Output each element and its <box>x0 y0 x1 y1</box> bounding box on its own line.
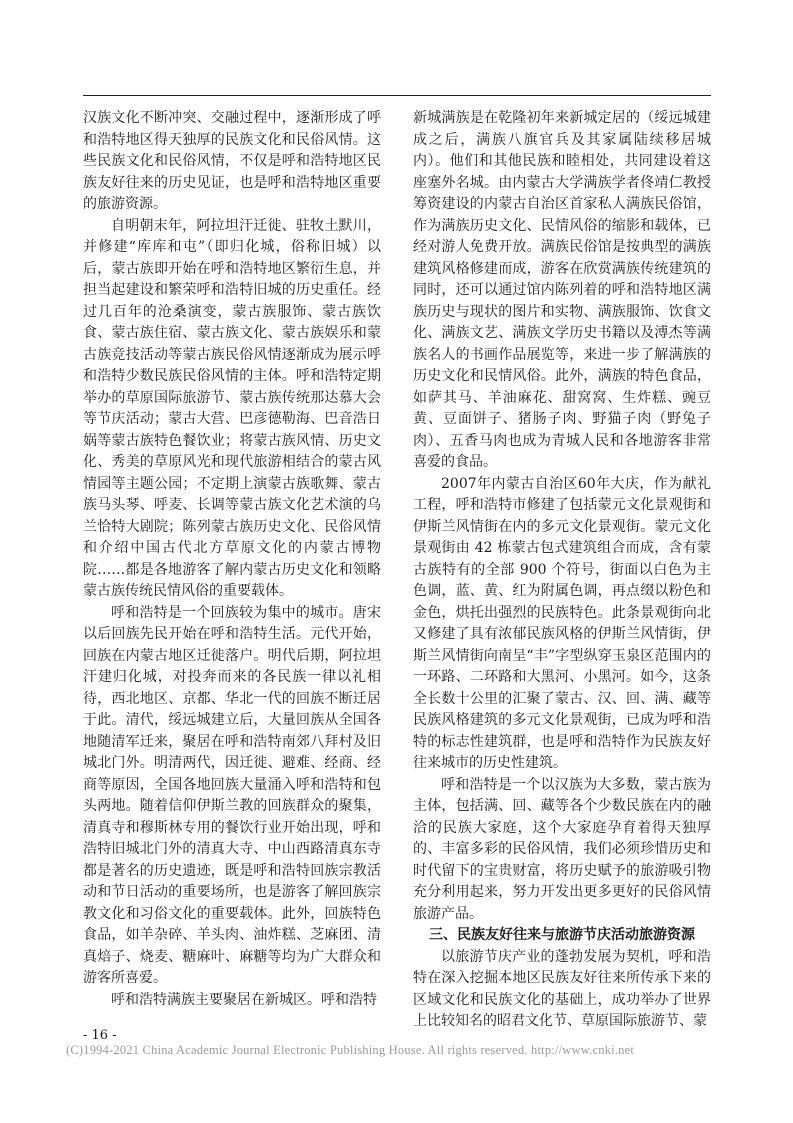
page-number: - 16 - <box>83 1028 117 1043</box>
paragraph: 2007年内蒙古自治区60年大庆，作为献礼工程，呼和浩特市修建了包括蒙元文化景观街和伊斯兰风情街在内的多元文化景观街。蒙元文化景观街由 42 栋蒙古包式建筑组合而成，含有蒙古族特有的全部 900 个符号，街面以白色为主色调，蓝、黄、红为附属色调，再点缀以粉色和金色，烘托出强烈的民族特色。此条景观街向北又修建了具有浓郁民族风格的伊斯兰风情街，伊斯兰风情街向南呈“丰”字型纵穿玉泉区范围内的一环路、二环路和大黑河、小黑河。如今，这条全长数十公里的汇聚了蒙古、汉、回、满、藏等民族风格建筑的多元文化景观街，已成为呼和浩特的标志性建筑群，也是呼和浩特作为民族友好往来城市的历史性建筑。 <box>413 475 711 771</box>
paragraph: 呼和浩特满族主要聚居在新城区。呼和浩特 <box>111 991 377 1008</box>
left-column <box>83 108 381 1011</box>
paragraph: 汉族文化不断冲突、交融过程中，逐渐形成了呼和浩特地区得天独厚的民族文化和民俗风情。这些民族文化和民俗风情，不仅是呼和浩特地区民族友好往来的历史见证，也是呼和浩特地区重要的旅游资源。 <box>83 110 381 212</box>
right-column <box>413 108 711 1033</box>
paragraph: 呼和浩特是一个以汉族为大多数，蒙古族为主体，包括满、回、藏等各个少数民族在内的融洽的民族大家庭，这个大家庭孕育着得天独厚的、丰富多彩的民俗风情，我们必须珍惜历史和时代留下的宝贵财富，将历史赋予的旅游吸引物充分利用起来，努力开发出更多更好的民俗风情旅游产品。 <box>413 776 711 922</box>
copyright-footer: (C)1994-2021 China Academic Journal Electronic Publishing House. All rights reserved. http://www.cnki.net <box>66 1043 635 1057</box>
paragraph: 新城满族是在乾隆初年来新城定居的（绥远城建成之后，满族八旗官兵及其家属陆续移居城内）。他们和其他民族和睦相处，共同建设着这座塞外名城。由内蒙古大学满族学者佟靖仁教授筹资建设的内蒙古自治区首家私人满族民俗馆，作为满族历史文化、民情风俗的缩影和载体，已经对游人免费开放。满族民俗馆是按典型的满族建筑风格修建而成，游客在欣赏满族传统建筑的同时，还可以通过馆内陈列着的呼和浩特地区满族历史与现状的图片和实物、满族服饰、饮食文化、满族文艺、满族文学历史书籍以及溥杰等满族名人的书画作品展览等，来进一步了解满族的历史文化和民情风俗。此外，满族的特色食品，如萨其马、羊油麻花、甜窝窝、生炸糕、豌豆黄、豆面饼子、猪肠子肉、野猫子肉（野兔子肉）、五香马肉也成为青城人民和各地游客非常喜爱的食品。 <box>413 110 711 470</box>
paragraph: 呼和浩特是一个回族较为集中的城市。唐宋以后回族先民开始在呼和浩特生活。元代开始，回族在内蒙古地区迁徙落户。明代后期，阿拉坦汗建归化城，对投奔而来的各民族一律以礼相待，西北地区、京都、华北一代的回族不断迁居于此。清代，绥远城建立后，大量回族从全国各地随清军迁来，聚居在呼和浩特南郊八拜村及旧城北门外。明清两代，因迁徙、避难、经商、经商等原因，全国各地回族大量涌入呼和浩特和包头两地。随着信仰伊斯兰教的回族群众的聚集，清真寺和穆斯林专用的餐饮行业开始出现，呼和浩特旧城北门外的清真大寺、中山西路清真东寺都是著名的历史遗迹，既是呼和浩特回族宗教活动和节日活动的重要场所，也是游客了解回族宗教文化和习俗文化的重要载体。此外，回族特色食品，如羊杂碎、羊头肉、油炸糕、芝麻团、清真焙子、烧麦、糖麻叶、麻糖等均为广大群众和游客所喜爱。 <box>83 604 381 986</box>
section-heading: 三、民族友好往来与旅游节庆活动旅游资源 <box>429 927 695 943</box>
header-rule <box>83 95 711 96</box>
paragraph: 自明朝末年，阿拉坦汗迁徙、驻牧土默川，并修建“库库和屯”（即归化城，俗称旧城）以后，蒙古族即开始在呼和浩特地区繁衍生息，并担当起建设和繁荣呼和浩特旧城的历史重任。经过几百年的沧桑演变，蒙古族服饰、蒙古族饮食、蒙古族住宿、蒙古族文化、蒙古族娱乐和蒙古族竞技活动等蒙古族民俗风情逐渐成为展示呼和浩特少数民族民俗风情的主体。呼和浩特定期举办的草原国际旅游节、蒙古族传统那达慕大会等节庆活动；蒙古大营、巴彦德勒海、巴音浩日娲等蒙古族特色餐饮业；将蒙古族风情、历史文化、秀美的草原风光和现代旅游相结合的蒙古风情园等主题公园；不定期上演蒙古族歌舞、蒙古族马头琴、呼麦、长调等蒙古族文化艺术演的乌兰恰特大剧院；陈列蒙古族历史文化、民俗风情和介绍中国古代北方草原文化的内蒙古博物院……都是各地游客了解内蒙古历史文化和领略蒙古族传统民情风俗的重要载体。 <box>83 217 381 599</box>
paragraph: 以旅游节庆产业的蓬勃发展为契机，呼和浩特在深入挖掘本地区民族友好往来所传承下来的区域文化和民族文化的基础上，成功举办了世界上比较知名的昭君文化节、草原国际旅游节、蒙 <box>413 948 711 1029</box>
